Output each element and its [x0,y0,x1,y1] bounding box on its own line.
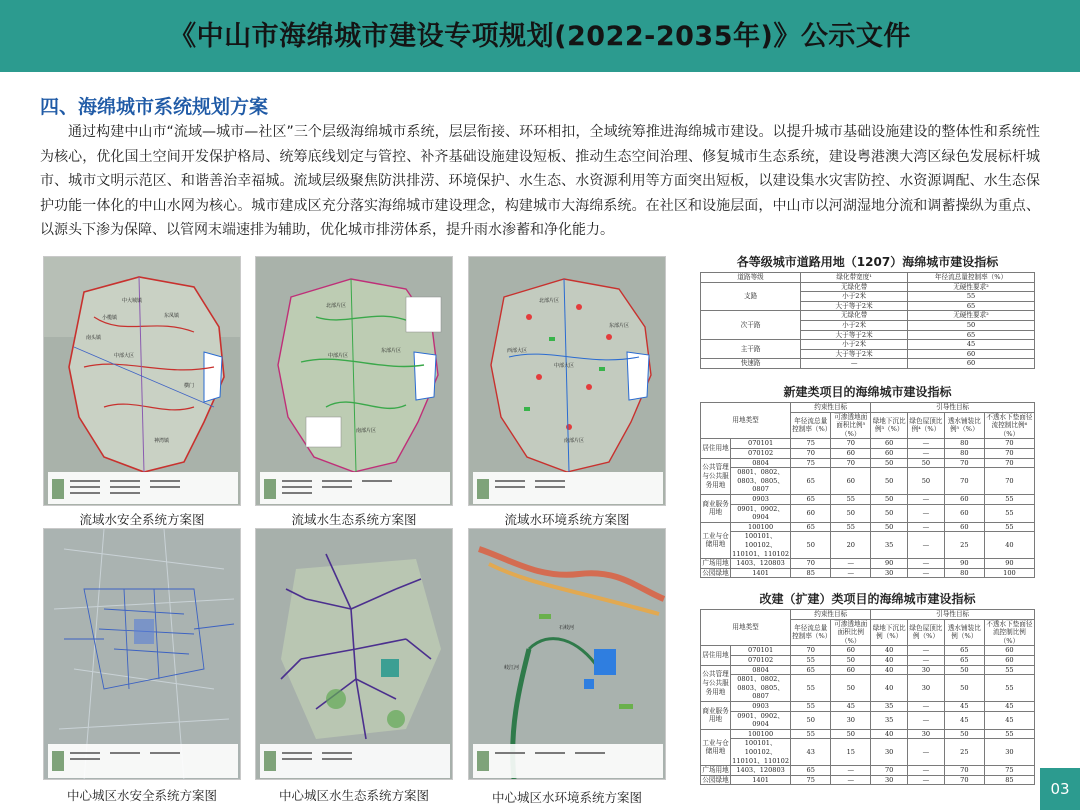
map-label: 西部大区 [507,348,528,354]
table-header: 绿地下沉比例³（%） [871,412,908,439]
index-value: — [908,711,945,729]
table-row [701,775,1035,785]
index-value: — [831,766,871,776]
table-row: 快速路 — 60 [701,359,1035,369]
map-label: 东部片区 [609,323,630,329]
land-code: 100101、100102、110101、110102 [732,739,790,765]
map-watershed-water-environment [468,256,666,506]
index-value: 55 [984,729,1034,739]
index-value: 30 [908,675,945,702]
table-row [701,494,1035,504]
index-value: 50 [944,665,984,675]
table-row [701,568,1035,578]
table-row [701,665,1035,675]
map-panel-central-security [43,528,241,804]
index-value: 55 [984,494,1034,504]
index-value: 70 [791,559,831,569]
map-caption: 流域水生态系统方案图 [291,512,417,527]
map-label: 中大城镇 [122,298,143,304]
table-row: 次干路 无绿化带 无硬性要求² [701,311,1035,321]
table-row: 大于等于2米 65 [701,330,1035,340]
index-value: 65 [791,494,831,504]
index-value: 55 [984,665,1034,675]
index-value: 60 [944,494,984,504]
index-value: 90 [984,559,1034,569]
land-code: 0903 [731,701,791,711]
table-header: 用地类型 [701,403,791,439]
index-value: 40 [871,729,908,739]
land-code: 0901、0902、0904 [731,504,791,522]
index-value: 40 [871,655,908,665]
index-value: 50 [944,729,984,739]
table-header: 引导性目标 [871,403,1035,413]
index-value: 50 [831,729,871,739]
land-code: 0804 [731,458,791,468]
map-label: 小榄镇 [102,315,118,321]
index-value: 50 [871,458,908,468]
document-title: 《中山市海绵城市建设专项规划(2022-2035年)》公示文件 [169,21,911,52]
index-value: 15 [831,739,871,766]
map-caption: 中心城区水安全系统方案图 [66,788,217,803]
index-value: 55 [791,701,831,711]
land-type-label: 公园绿地 [702,568,729,577]
table-header: 不透水下垫面径流控制比例（%） [986,619,1033,645]
table-header: 绿色屋顶比例（%） [908,619,945,646]
land-type-label: 商业服务用地 [701,701,731,729]
table-row [701,559,1035,569]
index-value: 55 [831,494,871,504]
index-value: 40 [871,675,908,702]
index-value: 80 [944,448,984,458]
index-value: 50 [871,468,908,495]
land-code: 0804 [731,665,791,675]
index-value: 80 [944,439,984,449]
table-row: 大于等于2米 65 [701,301,1035,311]
map-panel-watershed-ecology [255,256,453,528]
table-header: 道路等级 [701,273,801,283]
index-value: — [908,494,945,504]
index-value: 45 [944,711,984,729]
table-row [701,701,1035,711]
table-row [701,711,1035,729]
index-value: 70 [984,468,1034,495]
index-value: 40 [871,646,908,656]
land-code: 070102 [731,448,791,458]
index-value: 65 [791,468,831,495]
table-header: 透水铺装比例（%） [944,619,984,646]
section-title: 四、海绵城市系统规划方案 [40,96,269,118]
land-code: 100101、100102、110101、110102 [732,532,790,558]
land-type-label: 广场用地 [702,559,729,568]
index-value: 60 [831,646,871,656]
table-row [701,532,1035,559]
index-value: 70 [831,458,871,468]
table-row [701,646,1035,656]
index-value: 90 [871,559,908,569]
index-value: — [908,448,945,458]
index-value: — [831,559,871,569]
index-value: 55 [984,675,1034,702]
index-value: — [908,701,945,711]
index-value: 50 [908,468,945,495]
land-code: 070102 [731,655,791,665]
index-value: 55 [791,675,831,702]
index-value: 50 [831,504,871,522]
index-value: 50 [871,504,908,522]
land-type-label: 商业服务用地 [701,494,731,522]
map-label: 中部大区 [554,363,575,369]
table-header: 引导性目标 [871,610,1035,620]
index-value: 70 [944,458,984,468]
map-caption: 流域水安全系统方案图 [79,512,205,527]
index-value: 35 [871,701,908,711]
road-table-title: 各等级城市道路用地（1207）海绵城市建设指标 [736,255,999,269]
land-code: 0901、0902、0904 [731,711,791,729]
index-value: 70 [984,439,1034,449]
map-label: 北部片区 [539,298,560,304]
index-value: 70 [944,766,984,776]
map-label: 神湾镇 [154,438,170,444]
table-header: 约束性目标 [791,610,871,620]
table-header: 年径流总量控制率（%） [908,273,1035,283]
index-value: 80 [944,568,984,578]
land-code: 070101 [731,646,791,656]
index-value: 45 [984,711,1034,729]
index-value: 70 [831,439,871,449]
index-value: — [908,522,945,532]
index-value: 75 [791,458,831,468]
map-panel-central-environment [468,528,666,806]
index-value: 70 [984,458,1034,468]
index-value: 45 [984,701,1034,711]
map-central-water-ecology [255,528,453,780]
index-value: — [908,532,945,559]
index-value: 70 [944,775,984,785]
index-value: 40 [871,665,908,675]
table-header: 绿色屋顶比例⁴（%） [908,412,945,439]
map-central-water-security [43,528,241,780]
index-value: 55 [791,729,831,739]
index-value: — [908,775,945,785]
index-value: 50 [791,532,831,559]
table-row [701,729,1035,739]
table-row: 支路 无绿化带 无硬性要求² [701,282,1035,292]
index-value: 60 [831,665,871,675]
index-value: 55 [831,522,871,532]
index-value: 100 [984,568,1034,578]
index-value: 60 [984,646,1034,656]
index-value: 30 [831,711,871,729]
index-value: — [908,568,945,578]
index-value: 50 [871,522,908,532]
map-label: 南部片区 [564,438,585,444]
index-value: 60 [984,655,1034,665]
land-type-label: 公园绿地 [702,775,729,784]
new-project-index-table [700,402,1035,578]
index-value: — [908,655,945,665]
index-value: 60 [944,504,984,522]
index-value: 60 [791,504,831,522]
road-index-table [700,272,1035,369]
map-caption: 流域水环境系统方案图 [504,512,630,527]
index-value: 30 [984,739,1034,766]
index-value: 60 [944,522,984,532]
index-value: 70 [791,646,831,656]
table-row: 大于等于2米 60 [701,349,1035,359]
index-value: 45 [831,701,871,711]
table-row [701,655,1035,665]
index-value: 65 [791,766,831,776]
map-label: 横门 [184,383,195,389]
map-caption: 中心城区水生态系统方案图 [278,788,429,803]
map-label: 中部大区 [114,353,135,359]
index-value: 55 [984,504,1034,522]
table-row [701,468,1035,495]
map-label: 东部片区 [381,348,402,354]
table-row [701,522,1035,532]
index-value: 30 [908,665,945,675]
map-label: 北部片区 [326,303,347,309]
map-label: 南头镇 [86,335,102,341]
index-value: 50 [871,494,908,504]
intro-paragraph: 通过构建中山市“流域—城市—社区”三个层级海绵城市系统，层层衔接、环环相扣，全域统筹推进海绵城市建设。以提升城市基础设施建设的整体性和系统性为核心，优化国土空间开发保护格局、统筹底线划定与管控、补齐基础设施建设短板、推动生态空间治理、修复城市生态系统，建设粤港澳大湾区绿色发展标杆城市、城市文明示范区、和谐善治幸福城。流域层级聚焦防洪排涝、环境保护、水生态、水资源利用等方面突出短板，以建设集水灾害防控、水资源调配、水生态保护功能一体化的中山水网为核心。城市建成区充分落实海绵城市建设理念，构建城市大海绵系统。在社区和设施层面，中山市以河湖湿地分流和调蓄操纵为重点、以源头下渗为保障、以管网末端速排为辅助，优化城市排涝体系，提升雨水渗蓄和净化能力。 [40,124,1040,238]
table-header: 年径流总量控制率（%） [791,412,831,439]
land-code: 1403、120803 [731,766,791,776]
table-header: 透水铺装比例⁵（%） [944,412,984,439]
map-panel-central-ecology [255,528,453,804]
land-code: 070101 [731,439,791,449]
land-code: 100100 [731,729,791,739]
index-value: 25 [944,532,984,559]
land-type-label: 居住用地 [701,646,731,665]
index-value: 65 [944,646,984,656]
table-row [701,675,1035,702]
table-row: 小于2米 50 [701,320,1035,330]
index-value: 50 [908,458,945,468]
land-code: 0801、0802、0803、0805、0807 [731,675,791,702]
index-value: 43 [791,739,831,766]
map-panel-watershed-environment [468,256,666,528]
land-code: 1403、120803 [731,559,791,569]
table-row [701,448,1035,458]
index-value: 70 [871,766,908,776]
land-type-label: 工业与仓储用地 [701,729,731,765]
rebuild-project-index-table [700,609,1035,785]
table-row: 主干路 小于2米 45 [701,340,1035,350]
land-type-label: 居住用地 [701,439,731,458]
index-value: 50 [791,711,831,729]
index-value: 90 [944,559,984,569]
map-caption: 中心城区水环境系统方案图 [491,790,642,805]
land-code: 1401 [731,568,791,578]
table-header: 用地类型 [701,610,791,646]
index-value: 50 [831,675,871,702]
index-value: 50 [831,655,871,665]
map-label: 中部片区 [328,353,349,359]
map-panel-watershed-security [43,256,241,528]
table-row [701,504,1035,522]
index-value: 30 [871,568,908,578]
index-value: 70 [944,468,984,495]
index-value: — [831,775,871,785]
land-code: 0801、0802、0803、0805、0807 [731,468,791,495]
index-value: 60 [871,448,908,458]
land-code: 0903 [731,494,791,504]
table-header: 绿化带宽度¹ [801,273,908,283]
index-value: 60 [831,448,871,458]
land-code: 100100 [731,522,791,532]
index-value: 65 [791,665,831,675]
land-type-label: 公共管理与公共服务用地 [701,458,731,494]
index-value: 85 [984,775,1034,785]
index-value: 40 [984,532,1034,559]
map-watershed-water-ecology [255,256,453,506]
land-type-label: 广场用地 [702,766,729,775]
land-code: 1401 [731,775,791,785]
rebuild-table-title: 改建（扩建）类项目的海绵城市建设指标 [759,592,976,606]
index-value: 85 [791,568,831,578]
table-row: 小于2米 55 [701,292,1035,302]
table-header: 约束性目标 [791,403,871,413]
table-row [701,458,1035,468]
index-value: 30 [871,775,908,785]
table-header: 可渗透地面面积比例⁵（%） [831,412,871,439]
land-type-label: 公共管理与公共服务用地 [701,665,731,701]
index-value: 65 [791,522,831,532]
index-value: 60 [871,439,908,449]
index-value: — [908,766,945,776]
index-value: 65 [944,655,984,665]
index-value: 20 [831,532,871,559]
index-value: — [908,504,945,522]
new-table-title: 新建类项目的海绵城市建设指标 [783,385,952,399]
index-value: 35 [871,711,908,729]
index-value: — [831,568,871,578]
index-value: 30 [871,739,908,766]
map-central-water-environment [468,528,666,780]
table-header: 不透水下垫面径流控制比例⁶（%） [986,412,1033,438]
index-value: 75 [791,439,831,449]
index-value: 50 [944,675,984,702]
map-watershed-water-security [43,256,241,506]
index-value: 25 [944,739,984,766]
index-value: 75 [984,766,1034,776]
table-row [701,439,1035,449]
index-value: — [908,559,945,569]
table-row [701,739,1035,766]
page-number: 03 [1040,768,1080,810]
index-value: 55 [984,522,1034,532]
map-label: 东凤镇 [164,313,180,319]
index-value: 45 [944,701,984,711]
index-value: 55 [791,655,831,665]
index-value: 30 [908,729,945,739]
index-value: — [908,739,945,766]
index-value: 35 [871,532,908,559]
land-type-label: 工业与仓储用地 [701,522,731,558]
table-header: 可渗透地面面积比例（%） [831,619,871,646]
table-header: 年径流总量控制率（%） [791,619,831,646]
index-value: 60 [831,468,871,495]
index-value: — [908,439,945,449]
map-label: 石岐河 [559,625,575,631]
table-row [701,766,1035,776]
page-header [0,0,1080,72]
index-value: 75 [791,775,831,785]
index-value: — [908,646,945,656]
map-label: 岐江河 [504,665,520,671]
index-value: 70 [984,448,1034,458]
table-header: 绿地下沉比例（%） [871,619,908,646]
index-value: 70 [791,448,831,458]
map-label: 南部片区 [356,428,377,434]
